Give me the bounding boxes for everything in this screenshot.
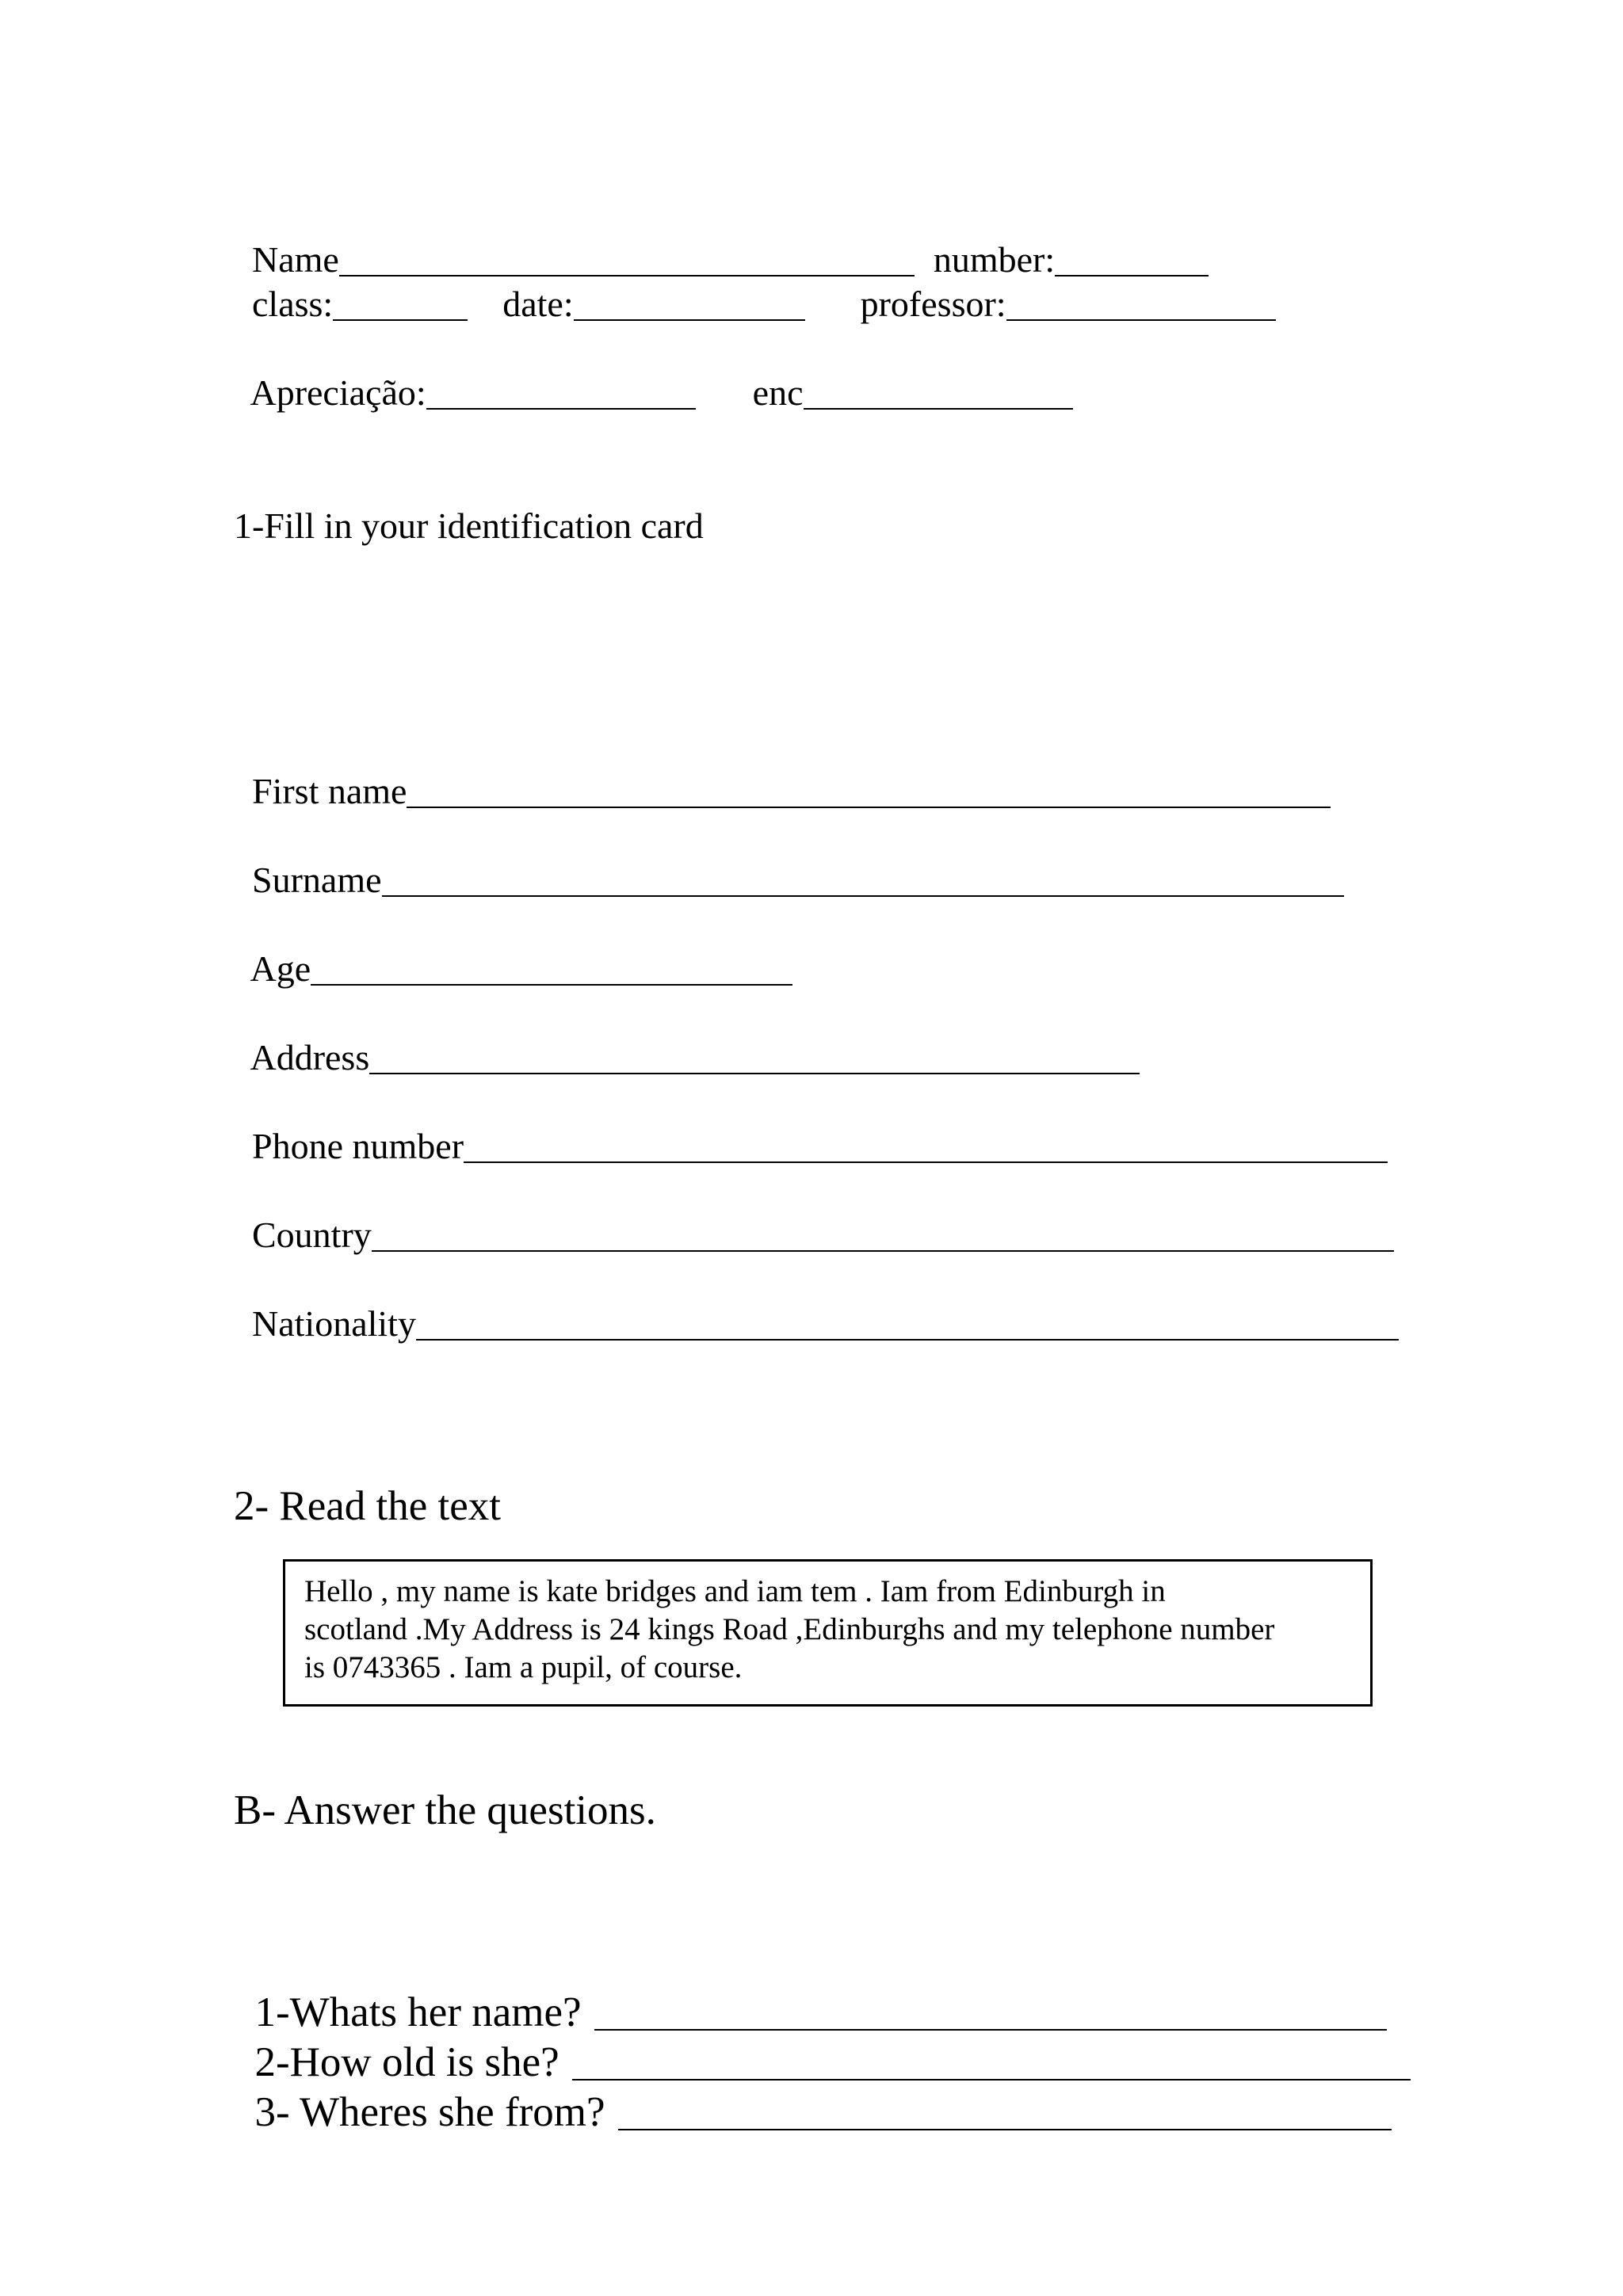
professor-label: professor: (860, 284, 1006, 324)
class-label: class: (252, 284, 334, 324)
surname-blank[interactable] (382, 859, 1344, 897)
enc-label: enc (752, 372, 804, 413)
class-blank[interactable] (333, 283, 468, 321)
surname-row (234, 814, 1344, 902)
reading-text-line: is 0743365 . Iam a pupil, of course. (304, 1650, 743, 1684)
header-row-3 (234, 326, 1073, 415)
professor-blank[interactable] (1006, 283, 1276, 321)
age-row (234, 902, 792, 991)
question-3-label: 3- Wheres she from? (254, 2089, 605, 2135)
question-2-label: 2-How old is she? (254, 2039, 559, 2085)
apreciacao-blank[interactable] (426, 372, 696, 410)
nationality-label: Nationality (252, 1303, 416, 1344)
reading-text-line: scotland .My Address is 24 kings Road ,Edinburghs and my telephone number (304, 1612, 1275, 1646)
age-label: Age (250, 948, 311, 989)
section1-title: 1-Fill in your identification card (234, 505, 704, 546)
surname-label: Surname (252, 860, 382, 900)
date-label: date: (502, 284, 574, 324)
address-label: Address (250, 1037, 370, 1077)
reading-text-box (283, 1559, 1373, 1707)
number-label: number: (933, 239, 1056, 280)
country-blank[interactable] (372, 1214, 1394, 1252)
sectionB-title: B- Answer the questions. (234, 1787, 656, 1833)
phone-number-row (234, 1080, 1388, 1169)
first-name-blank[interactable] (407, 770, 1331, 808)
nationality-blank[interactable] (416, 1302, 1399, 1341)
nationality-row (234, 1257, 1399, 1346)
address-row (234, 991, 1140, 1080)
name-label: Name (252, 239, 339, 280)
phone-number-label: Phone number (252, 1126, 464, 1166)
first-name-row (234, 725, 1331, 814)
apreciacao-label: Apreciação: (250, 372, 426, 413)
address-blank[interactable] (369, 1036, 1140, 1074)
question-3-row (234, 2039, 1392, 2137)
question-1-label: 1-Whats her name? (254, 1989, 582, 2035)
question-3-answer[interactable] (618, 2088, 1392, 2130)
age-blank[interactable] (311, 948, 792, 986)
country-row (234, 1169, 1394, 1257)
header-row-2 (234, 238, 1276, 326)
country-label: Country (252, 1215, 372, 1255)
enc-blank[interactable] (804, 372, 1073, 410)
phone-number-blank[interactable] (464, 1125, 1388, 1163)
date-blank[interactable] (574, 283, 805, 321)
reading-text-line: Hello , my name is kate bridges and iam tem . Iam from Edinburgh in (304, 1574, 1166, 1608)
first-name-label: First name (252, 771, 407, 811)
section2-title: 2- Read the text (234, 1483, 502, 1529)
